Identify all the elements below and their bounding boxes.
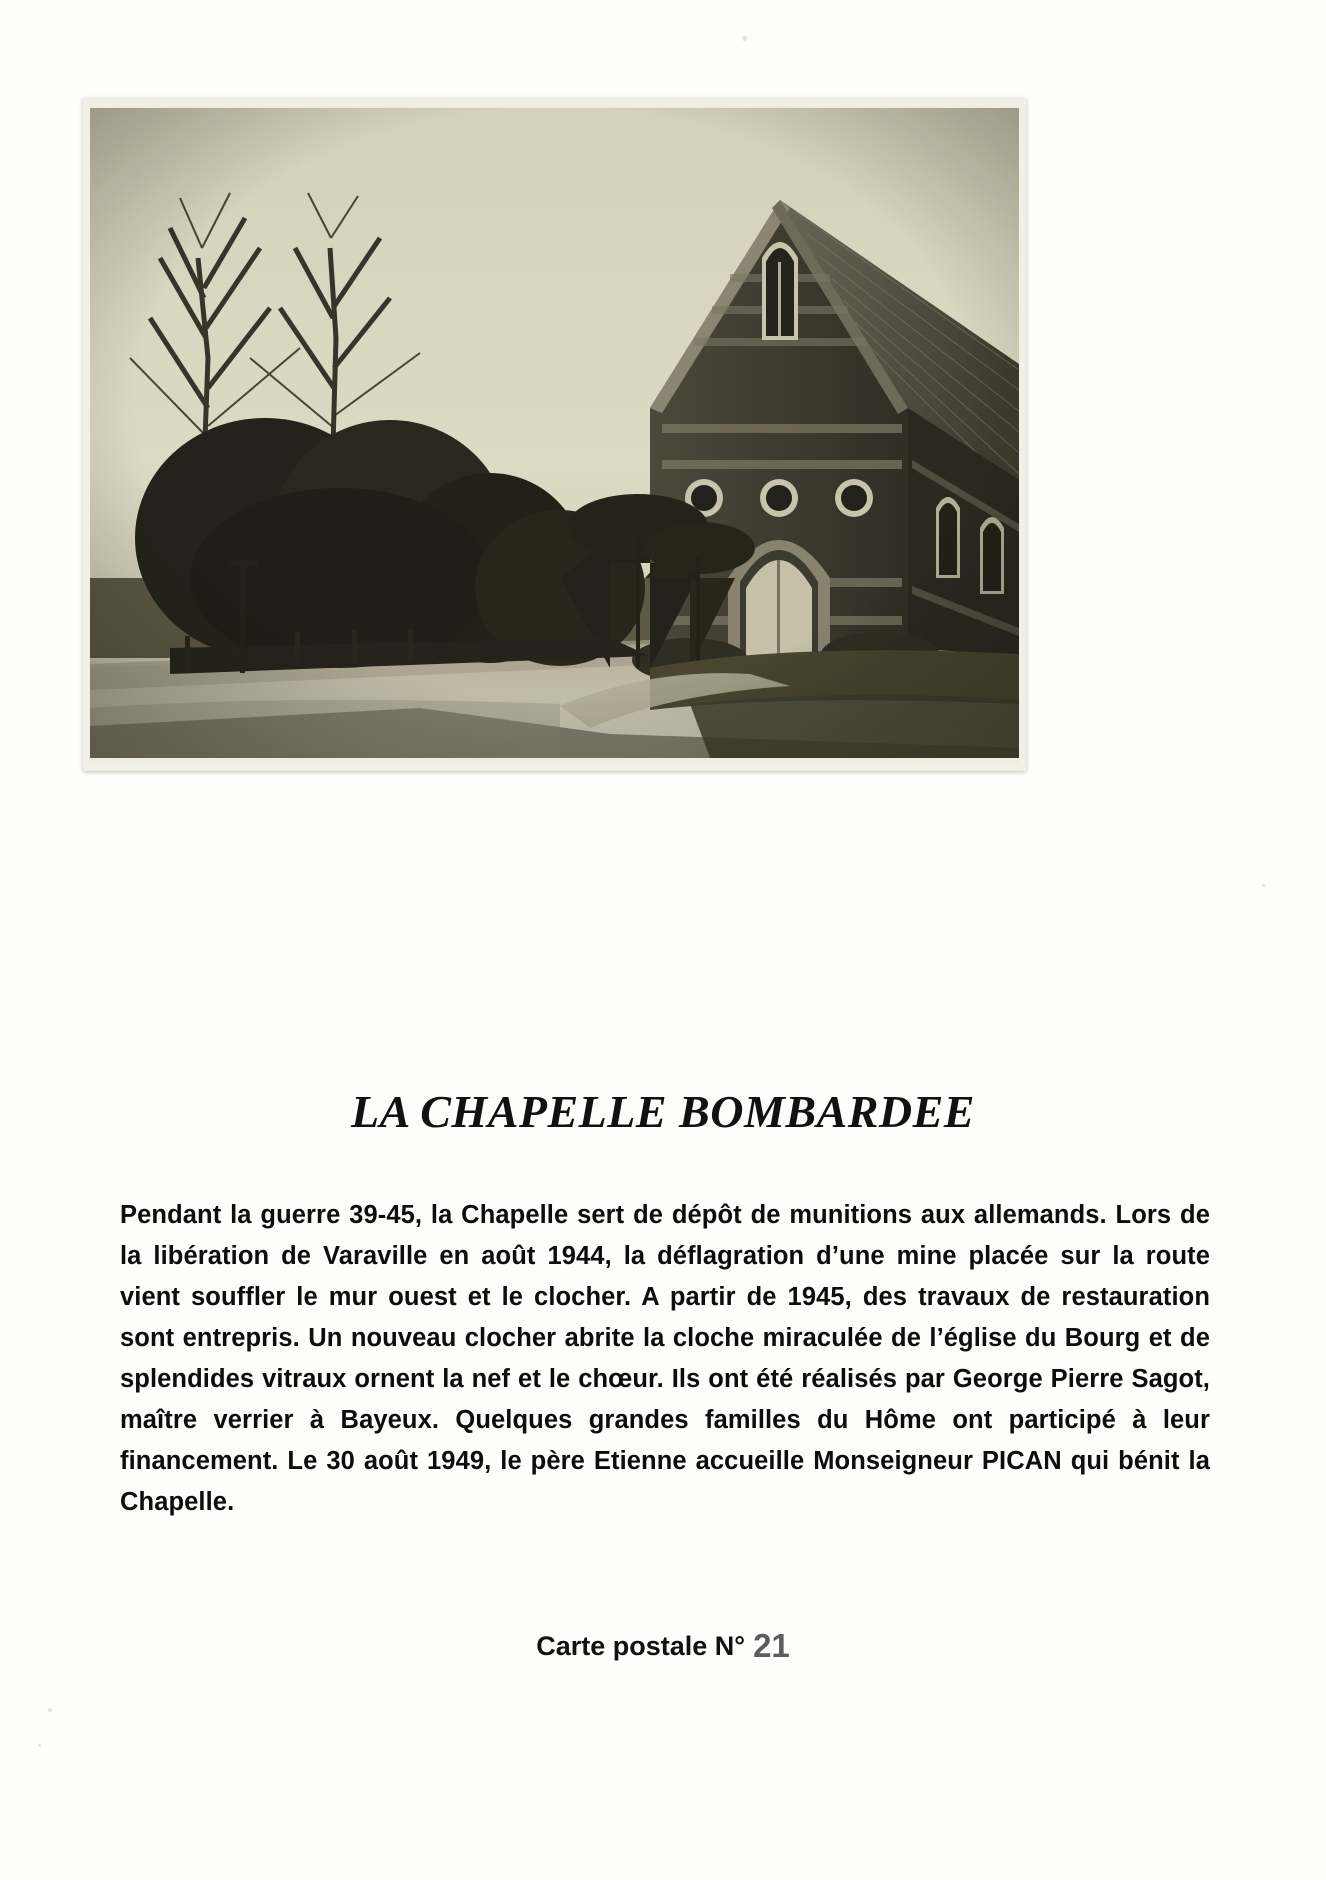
caption-number: 21: [753, 1627, 790, 1664]
body-paragraph: Pendant la guerre 39-45, la Chapelle sert de dépôt de munitions aux allemands. Lors de la libération de Varaville en août 1944, la déflagration d’une mine placée sur la route vient souffler le mur ouest et le clocher. A partir de 1945, des travaux de restauration sont entrepris. Un nouveau clocher abrite la cloche miraculée de l’église du Bourg et de splendides vitraux ornent la nef et le chœur. Ils ont été réalisés par George Pierre Sagot, maître verrier à Bayeux. Quelques grandes familles du Hôme ont participé à leur financement. Le 30 août 1949, le père Etienne accueille Monseigneur PICAN qui bénit la Chapelle.: [120, 1201, 1210, 1516]
page-title: LA CHAPELLE BOMBARDEE: [351, 1086, 975, 1137]
scan-speckle: [38, 1744, 41, 1747]
photo-image: [90, 108, 1019, 758]
scan-speckle: [742, 36, 747, 41]
postcard-caption: [0, 1625, 1326, 1663]
scan-speckle: [1262, 884, 1265, 887]
postcard-photo: [83, 98, 1026, 771]
body-text: [120, 1195, 1210, 1523]
scan-speckle: [48, 1708, 52, 1712]
caption-label: Carte postale N°: [536, 1631, 746, 1661]
